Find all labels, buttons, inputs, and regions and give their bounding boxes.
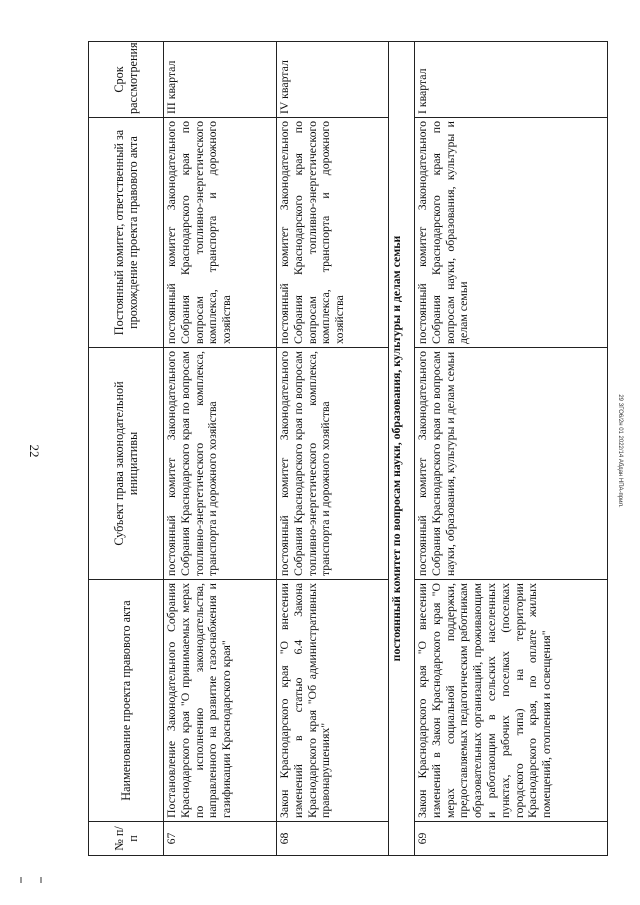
- row-number: 67: [164, 822, 277, 856]
- section-row: [389, 42, 415, 856]
- header-subject: Субъект права законодательной инициативы: [89, 348, 164, 580]
- act-name: Закон Краснодарского края "О внесении изменений в статью 6.4 Закона Краснодарского края "Об административных правонарушениях": [277, 580, 389, 822]
- review-term: III квартал: [164, 42, 277, 118]
- initiative-subject: постоянный комитет Законодательного Собрания Краснодарского края по вопросам топливно-энергетического комплекса, транспорта и дорожного хозяйства: [164, 348, 277, 580]
- row-number: 69: [415, 822, 608, 856]
- responsible-committee: постоянный комитет Законодательного Собрания Краснодарского края по вопросам топливно-энергетического комплекса, транспорта и дорожного хозяйства: [164, 118, 277, 348]
- act-name: Постановление Законодательного Собрания Краснодарского края "О принимаемых мерах по исполнению законодательства, направленного на развитие газоснабжения и газификации Краснодарского края": [164, 580, 277, 822]
- table-row: [277, 42, 389, 856]
- header-committee: Постоянный комитет, ответственный за прохождение проекта правового акта: [89, 118, 164, 348]
- initiative-subject: постоянный комитет Законодательного Собрания Краснодарского края по вопросам науки, образования, культуры и делам семьи: [415, 348, 608, 580]
- review-term: I квартал: [415, 42, 608, 118]
- act-name: Закон Краснодарского края "О внесении изменений в Закон Краснодарского края "О мерах социальной поддержки, предоставляемых педагогическим работникам образовательных организаций, проживающим и работающим в сельских населенных пунктах, рабочих поселках (поселках городского типа) на территории Краснодарского края, по оплате жилых помещений, отопления и освещения": [415, 580, 608, 822]
- section-title: постоянный комитет по вопросам науки, образования, культуры и делам семьи: [389, 42, 415, 856]
- header-num: № п/п: [89, 822, 164, 856]
- rotated-table-container: [88, 42, 608, 856]
- table-header-row: [89, 42, 164, 856]
- table-row: [415, 42, 608, 856]
- header-term: Срок рассмотрения: [89, 42, 164, 118]
- responsible-committee: постоянный комитет Законодательного Собрания Краснодарского края по вопросам науки, образования, культуры и делам семьи: [415, 118, 608, 348]
- footer-code: 29 ЗГО6/2н 01 2022/14 Абдан НПА-прил.: [617, 394, 623, 508]
- legislation-plan-table: [88, 41, 608, 856]
- header-name: Наименование проекта правового акта: [89, 580, 164, 822]
- review-term: IV квартал: [277, 42, 389, 118]
- initiative-subject: постоянный комитет Законодательного Собрания Краснодарского края по вопросам топливно-энергетического комплекса, транспорта и дорожного хозяйства: [277, 348, 389, 580]
- edge-mark: [20, 877, 22, 883]
- row-number: 68: [277, 822, 389, 856]
- table-row: [164, 42, 277, 856]
- edge-mark: [40, 877, 42, 883]
- page-number: 22: [27, 444, 42, 458]
- responsible-committee: постоянный комитет Законодательного Собрания Краснодарского края по вопросам топливно-энергетического комплекса, транспорта и дорожного хозяйства: [277, 118, 389, 348]
